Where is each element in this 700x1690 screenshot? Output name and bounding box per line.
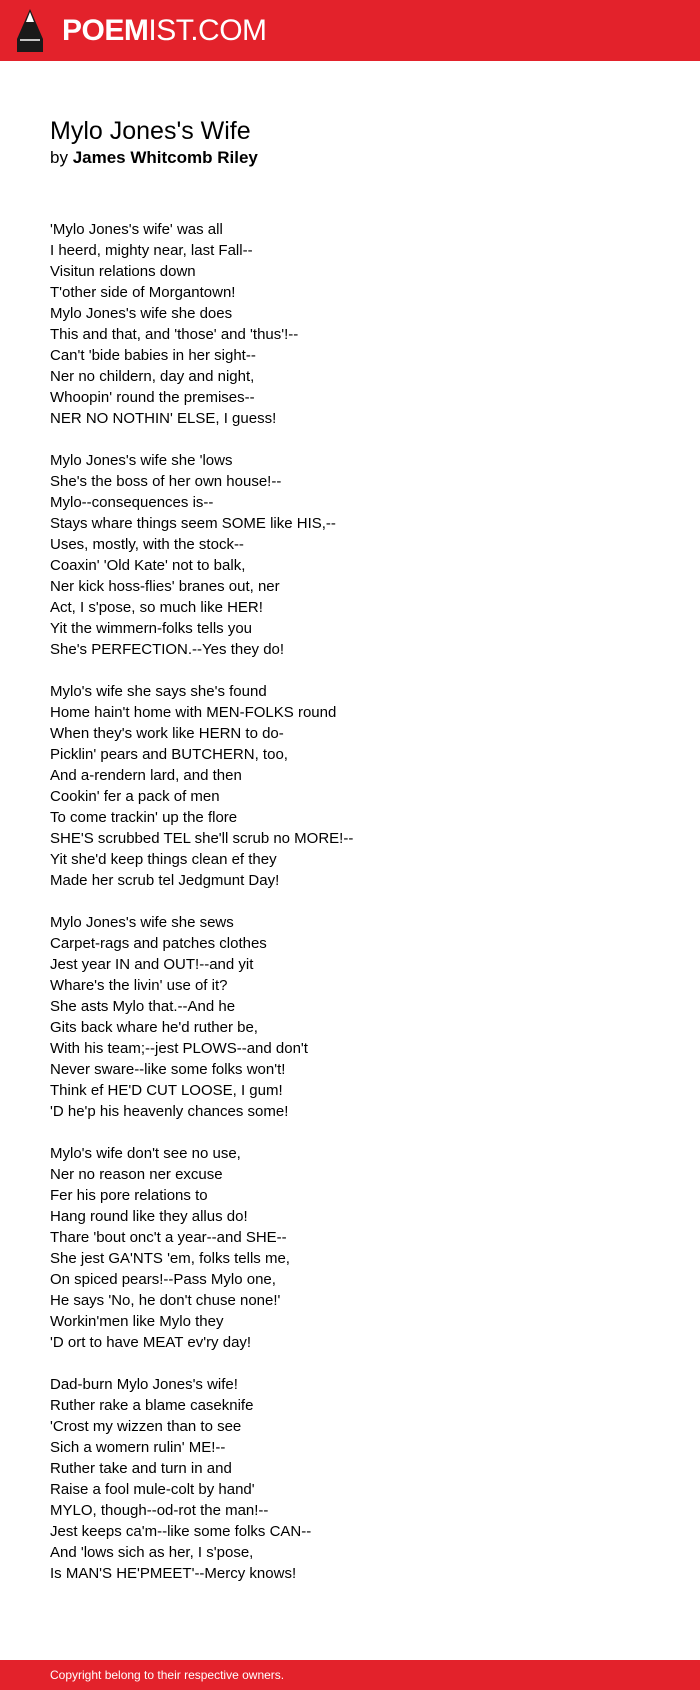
poem-line: Workin'men like Mylo they xyxy=(50,1313,224,1330)
poem-line: Cookin' fer a pack of men xyxy=(50,788,220,805)
poem-line: 'Crost my wizzen than to see xyxy=(50,1418,242,1435)
footer-copyright: Copyright belong to their respective owners. xyxy=(50,1668,285,1682)
poem-line: She asts Mylo that.--And he xyxy=(50,998,236,1015)
poem-line: Hang round like they allus do! xyxy=(50,1208,248,1225)
pencil-icon[interactable] xyxy=(17,9,43,52)
poem-line: Mylo's wife don't see no use, xyxy=(50,1145,241,1162)
poem-line: Mylo's wife she says she's found xyxy=(50,683,267,700)
poem-title: Mylo Jones's Wife xyxy=(50,117,251,145)
poem-line: Picklin' pears and BUTCHERN, too, xyxy=(50,746,288,763)
poem-line: Thare 'bout onc't a year--and SHE-- xyxy=(50,1229,287,1246)
poem-line: SHE'S scrubbed TEL she'll scrub no MORE!-- xyxy=(50,830,354,847)
poem-line: NER NO NOTHIN' ELSE, I guess! xyxy=(50,410,277,427)
logo-light-text: IST.COM xyxy=(148,14,267,47)
poem-line: On spiced pears!--Pass Mylo one, xyxy=(50,1271,276,1288)
poem-line: Is MAN'S HE'PMEET'--Mercy knows! xyxy=(50,1565,297,1582)
poem-stanza xyxy=(50,681,650,891)
poem-line: Ruther rake a blame caseknife xyxy=(50,1397,254,1414)
poem-line: She jest GA'NTS 'em, folks tells me, xyxy=(50,1250,290,1267)
poem-line: When they's work like HERN to do- xyxy=(50,725,284,742)
poem-line: Stays whare things seem SOME like HIS,-- xyxy=(50,515,336,532)
poem-line: Fer his pore relations to xyxy=(50,1187,208,1204)
poem-stanza xyxy=(50,1143,650,1353)
poem-line: Raise a fool mule-colt by hand' xyxy=(50,1481,255,1498)
poem-line: Uses, mostly, with the stock-- xyxy=(50,536,244,553)
poem-line: Ner no reason ner excuse xyxy=(50,1166,223,1183)
poem-line: He says 'No, he don't chuse none!' xyxy=(50,1292,281,1309)
poem-line: Ner kick hoss-flies' branes out, ner xyxy=(50,578,280,595)
poem-line: Ruther take and turn in and xyxy=(50,1460,232,1477)
site-footer xyxy=(0,1660,700,1690)
author-name: James Whitcomb Riley xyxy=(72,148,258,167)
poem-line: Visitun relations down xyxy=(50,263,196,280)
poem-body xyxy=(50,219,650,1605)
poem-line: T'other side of Morgantown! xyxy=(50,284,236,301)
poem-line: To come trackin' up the flore xyxy=(50,809,238,826)
poem-line: Think ef HE'D CUT LOOSE, I gum! xyxy=(50,1082,283,1099)
poem-line: Jest keeps ca'm--like some folks CAN-- xyxy=(50,1523,312,1540)
poem-line: Home hain't home with MEN-FOLKS round xyxy=(50,704,337,721)
poem-stanza xyxy=(50,219,650,429)
poem-line: 'D he'p his heavenly chances some! xyxy=(50,1103,289,1120)
poem-line: Ner no childern, day and night, xyxy=(50,368,255,385)
poem-line: Mylo Jones's wife she 'lows xyxy=(50,452,233,469)
poem-stanza xyxy=(50,450,650,660)
poem-line: 'D ort to have MEAT ev'ry day! xyxy=(50,1334,252,1351)
poem-line: And 'lows sich as her, I s'pose, xyxy=(50,1544,254,1561)
poem-line: Act, I s'pose, so much like HER! xyxy=(50,599,263,616)
poem-stanza xyxy=(50,912,650,1122)
poem-line: She's the boss of her own house!-- xyxy=(50,473,282,490)
poem-stanza xyxy=(50,1374,650,1584)
poem-line: Never sware--like some folks won't! xyxy=(50,1061,286,1078)
poem-line: I heerd, mighty near, last Fall-- xyxy=(50,242,253,259)
poem-line: Sich a womern rulin' ME!-- xyxy=(50,1439,226,1456)
poem-line: With his team;--jest PLOWS--and don't xyxy=(50,1040,308,1057)
byline xyxy=(50,146,258,170)
poem-line: Jest year IN and OUT!--and yit xyxy=(50,956,254,973)
site-logo[interactable] xyxy=(62,9,267,53)
poem-line: Mylo Jones's wife she sews xyxy=(50,914,234,931)
poem-line: Carpet-rags and patches clothes xyxy=(50,935,267,952)
poem-line: MYLO, though--od-rot the man!-- xyxy=(50,1502,269,1519)
poem-line: Can't 'bide babies in her sight-- xyxy=(50,347,256,364)
poem-line: Yit the wimmern-folks tells you xyxy=(50,620,253,637)
poem-line: Mylo--consequences is-- xyxy=(50,494,214,511)
poem-line: This and that, and 'those' and 'thus'!-- xyxy=(50,326,299,343)
poem-line: Gits back whare he'd ruther be, xyxy=(50,1019,258,1036)
poem-line: Yit she'd keep things clean ef they xyxy=(50,851,277,868)
poem-line: 'Mylo Jones's wife' was all xyxy=(50,221,223,238)
poem-line: Made her scrub tel Jedgmunt Day! xyxy=(50,872,280,889)
poem-line: Whoopin' round the premises-- xyxy=(50,389,255,406)
logo-bold-text: POEM xyxy=(62,14,149,47)
poem-line: Dad-burn Mylo Jones's wife! xyxy=(50,1376,238,1393)
poem-line: Mylo Jones's wife she does xyxy=(50,305,233,322)
by-label: by xyxy=(50,148,68,167)
poem-line: She's PERFECTION.--Yes they do! xyxy=(50,641,285,658)
poem-line: And a-rendern lard, and then xyxy=(50,767,242,784)
poem-line: Whare's the livin' use of it? xyxy=(50,977,228,994)
poem-line: Coaxin' 'Old Kate' not to balk, xyxy=(50,557,246,574)
site-header xyxy=(0,0,700,61)
